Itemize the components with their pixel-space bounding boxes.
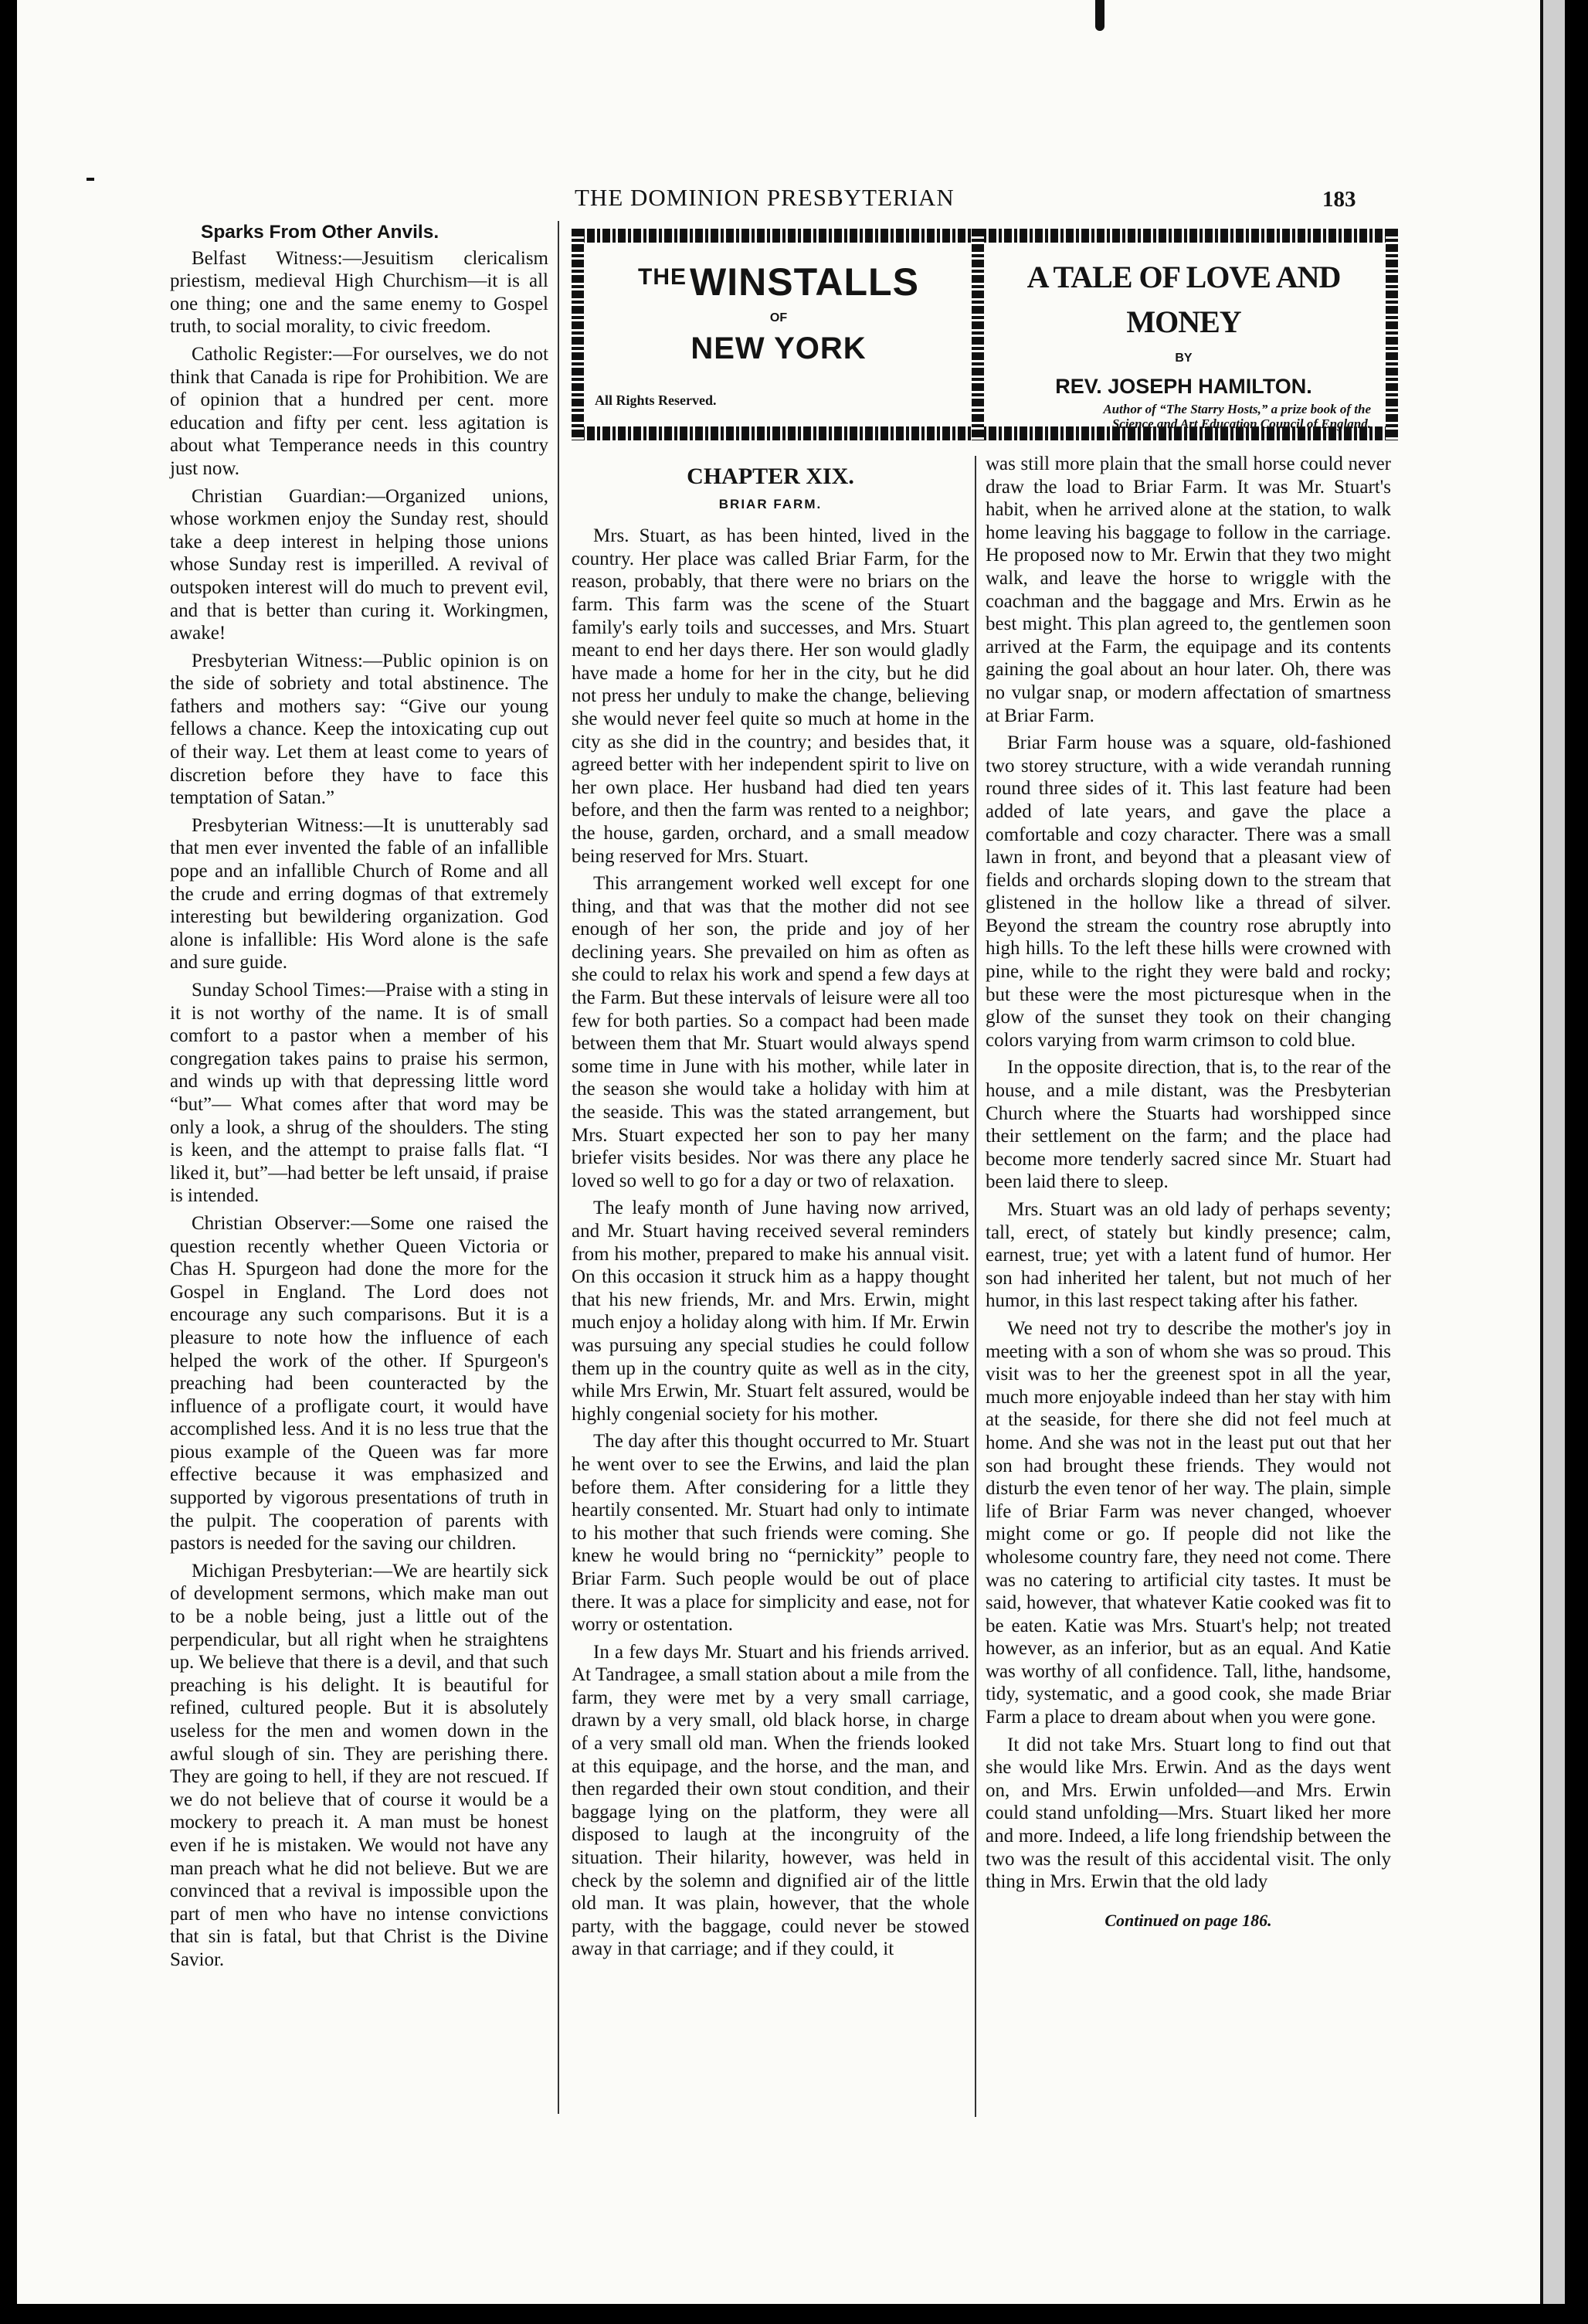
sparks-paragraph: Presbyterian Witness:—It is unutterably sad that men ever invented the fable of an infallible pope and an infallible Church of Rome and all the crude and erring dogmas of that extremely interesting but bewildering organization. God alone is infallible: His Word alone is the safe and sure guide. [170, 814, 548, 973]
page-number: 183 [1322, 187, 1356, 212]
sparks-heading: Sparks From Other Anvils. [201, 222, 439, 243]
sparks-paragraph: Christian Guardian:—Organized unions, whose workmen enjoy the Sunday rest, should take a deep interest in helping those unions whose Sunday rest is imperilled. A revival of outspoken interest will do much to prevent evil, and that is better than curing it. Workingmen, awake! [170, 485, 548, 644]
subtitle: A TALE OF LOVE AND MONEY [1026, 260, 1341, 339]
author-credit: Science and Art Education Council of England. [1111, 416, 1371, 431]
serial-title-block [572, 229, 1398, 443]
byline-label: BY [1175, 352, 1193, 365]
title-main: WINSTALLS [690, 260, 919, 304]
story-paragraph: was still more plain that the small horse could never draw the load to Briar Farm. It was Mr. Stuart's habit, when he arrived alone at the station, to walk home leaving his baggage to follow in the carriage. He proposed now to Mr. Erwin that they two might walk, and leave the horse to wriggle with the coachman and the baggage and Mrs. Erwin as he best might. This plan agreed to, the gentlemen soon arrived at the Farm, the equipage and its contents gaining the goal about an hour later. Oh, there was no vulgar snap, or modern affectation of smartness at Briar Farm. [986, 454, 1391, 726]
sparks-column [170, 221, 548, 1976]
column-rule [558, 221, 559, 2114]
story-paragraph: We need not try to describe the mother's joy in meeting with a son of whom she was so proud. This visit was to her the greenest spot in all the year, much more enjoyable indeed than her stay with him at the seaside, for there she did not feel much at home. And she was not in the least put out that her son had brought these friends. They would not disturb the even tenor of her way. The plain, simple life of Briar Farm was never changed, whoever might come or go. If people did not like the wholesome country fare, they need not come. There was no catering to artificial city tastes. It must be said, however, that whatever Katie cooked was fit to be eaten. Katie was Mrs. Stuart's help; not treated however, as an inferior, but as an equal. And Katie was worthy of all confidence. Tall, lithe, handsome, tidy, systematic, and a good cook, she made Briar Farm a place to dream about when you were gone. [986, 1317, 1391, 1728]
chapter-heading: CHAPTER XIX. [687, 464, 854, 489]
story-paragraph: In the opposite direction, that is, to the rear of the house, and a mile distant, was the Presbyterian Church where the Stuarts had worshipped since their settlement on the farm; and the place had become more tenderly sacred since Mr. Stuart had been laid there to sleep. [986, 1057, 1391, 1193]
story-paragraph: This arrangement worked well except for one thing, and that was that the mother did not see enough of her son, the pride and joy of her declining years. She prevailed on him as often as she could to relax his work and spend a few days at the Farm. But these intervals of leisure were all too few for both parties. So a compact had been made between them that Mr. Stuart would always spend some time in June with his mother, while later in the season she would take a holiday with him at the seaside. This was the stated arrangement, but Mrs. Stuart expected her son to pay her many briefer visits besides. Nor was there any place he loved so well to go for a day or two of relaxation. [572, 873, 969, 1191]
column-rule [975, 456, 976, 2117]
chapter-title: BRIAR FARM. [718, 496, 823, 511]
author-name: REV. JOSEPH HAMILTON. [1055, 375, 1312, 398]
story-paragraph: The day after this thought occurred to Mr. Stuart he went over to see the Erwins, and laid the plan before them. After considering for a little they heartily consented. Mr. Stuart had only to intimate to his mother that such friends were coming. She knew he would bring no “pernickity” people to Briar Farm. Such people would be out of place there. It was a place for simplicity and ease, not for worry or ostentation. [572, 1431, 969, 1636]
sparks-paragraph: Michigan Presbyterian:—We are heartily sick of development sermons, which make man out to be a noble being, just a little out of the perpendicular, but all right when he straightens up. We believe that there is a devil, and that such preaching is his delight. It is beautiful for refined, cultured people. But it is absolutely useless for the men and women down in the awful slough of sin. They are perishing there. They are going to hell, if they are not rescued. If we do not believe that of course it would be a mockery to preach it. A man must be honest even if he is mistaken. We would not have any man preach what he did not believe. But we are convinced that a revival is impossible upon the part of men who have no intense convictions that sin is fatal, but that Christ is the Divine Savior. [170, 1560, 548, 1970]
sparks-paragraph: Sunday School Times:—Praise with a sting in it is not worthy of the name. It is of small comfort to a pastor when a member of his congregation takes pains to praise his sermon, and winds up with that depressing little word “but”— What comes after that word may be only a look, a shrug of the shoulders. The sting is keen, and the attempt to praise falls flat. “I liked it, but”—had better be left unsaid, if praise is intended. [170, 980, 548, 1207]
decorative-border [1386, 229, 1398, 440]
sparks-paragraph: Belfast Witness:—Jesuitism clericalism priestism, medieval High Churchism—it is all one thing; one and the same enemy to Gospel truth, to social morality, to civic freedom. [170, 247, 548, 338]
running-head [17, 184, 1565, 215]
title-of: OF [769, 311, 788, 324]
story-paragraph: It did not take Mrs. Stuart long to find out that she would like Mrs. Erwin. And as the days went on, and Mrs. Erwin unfolded—and Mrs. Erwin could stand unfolding—Mrs. Stuart liked her more and more. Indeed, a life long friendship between the two was the result of this accidental visit. The only thing in Mrs. Erwin that the old lady [986, 1734, 1391, 1893]
sparks-paragraph: Christian Observer:—Some one raised the question recently whether Queen Victoria or Chas H. Spurgeon had done the more for the Gospel in England. The Lord does not encourage any such comparisons. But it is a pleasure to note how the influence of each helped the work of the other. If Spurgeon's preaching had been counteracted by the influence of a profligate court, it would have accomplished less. And it is no less true that the pious example of the Queen was far more effective because it was emphasized and supported by vigorous presentations of truth in the pulpit. The cooperation of parents with pastors is needed for the saving our children. [170, 1212, 548, 1554]
sparks-paragraph: Presbyterian Witness:—Public opinion is on the side of sobriety and total abstinence. The fathers and mothers say: “Give our young fellows a chance. Keep the intoxicating cup out of their way. Let them at least come to years of discretion before they have to face this temptation of Satan.” [170, 650, 548, 809]
story-column [572, 454, 969, 1966]
rights-notice: All Rights Reserved. [595, 392, 717, 408]
story-column [986, 453, 1391, 1932]
story-paragraph: Mrs. Stuart, as has been hinted, lived in the country. Her place was called Briar Farm, for the reason, probably, that there were no briars on the farm. This farm was the scene of the Stuart family's early toils and successes, and Mrs. Stuart meant to end her days there. Her son would gladly have made a home for her in the city, but he did not press her unduly to make the change, believing she would never feel quite so much at home in the city as she did in the country; and besides that, it agreed better with her independent spirit to live on her own place. Her husband had died ten years before, and then the farm was rented to a neighbor; the house, garden, orchard, and a small meadow being reserved for Mrs. Stuart. [572, 525, 969, 867]
scan-mark [1095, 0, 1104, 31]
decorative-border [572, 229, 584, 440]
story-paragraph: The leafy month of June having now arrived, and Mr. Stuart having received several reminders from his mother, prepared to make his annual visit. On this occasion it struck him as a happy thought that his new friends, Mr. and Mrs. Erwin, might much enjoy a holiday along with him. If Mr. Erwin was pursuing any special studies he could follow them up in the country quite as well as in the city, while Mrs Erwin, Mr. Stuart felt assured, would be highly congenial society for his mother. [572, 1198, 969, 1425]
decorative-border [572, 229, 1398, 243]
scan-mark [87, 178, 94, 181]
serial-subtitle-block [989, 255, 1379, 431]
decorative-border [972, 229, 984, 440]
publication-title: THE DOMINION PRESBYTERIAN [575, 184, 955, 211]
author-credit: Author of “The Starry Hosts,” a prize book of the [1103, 402, 1371, 416]
title-place: NEW YORK [691, 331, 867, 365]
continued-notice: Continued on page 186. [1104, 1910, 1272, 1930]
page-edge [1543, 0, 1565, 2304]
title-article: THE [638, 264, 687, 290]
serial-title [595, 255, 962, 366]
sparks-paragraph: Catholic Register:—For ourselves, we do not think that Canada is ripe for Prohibition. We are of opinion that a hundred per cent. more education and fifty per cent. less agitation is about what Temperance needs in this country just now. [170, 343, 548, 479]
story-paragraph: Briar Farm house was a square, old-fashioned two storey structure, with a wide verandah running round three sides of it. This last feature had been added of late years, and gave the place a comfortable and cozy character. There was a small lawn in front, and beyond that a pleasant view of fields and orchards sloping down to the stream that glistened in the hollow like a thread of silver. Beyond the stream the country rose abruptly into high hills. To the left these hills were crowned with pine, while to the right they were bald and rocky; but these were the most picturesque when in the glow of the sunset they took on their changing colors varying from warm crimson to cold blue. [986, 732, 1391, 1051]
story-paragraph: Mrs. Stuart was an old lady of perhaps seventy; tall, erect, of stately but kindly presence; calm, earnest, true; yet with a latent fund of humor. Her son had inherited her talent, but not much of her humor, in this last respect taking after his father. [986, 1199, 1391, 1312]
newspaper-page [17, 0, 1565, 2304]
story-paragraph: In a few days Mr. Stuart and his friends arrived. At Tandragee, a small station about a mile from the farm, they were met by a very small carriage, drawn by a very small, old black horse, in charge of a very small old man. When the friends looked at this equipage, and the horse, and the man, and then regarded their own stout condition, and their baggage lying on the platform, they were all disposed to laugh at the incongruity of the situation. Their hilarity, however, was held in check by the solemn and dignified air of the little old man. It was plain, however, that the whole party, with the baggage, could never be stowed away in that carriage; and if they could, it [572, 1641, 969, 1960]
